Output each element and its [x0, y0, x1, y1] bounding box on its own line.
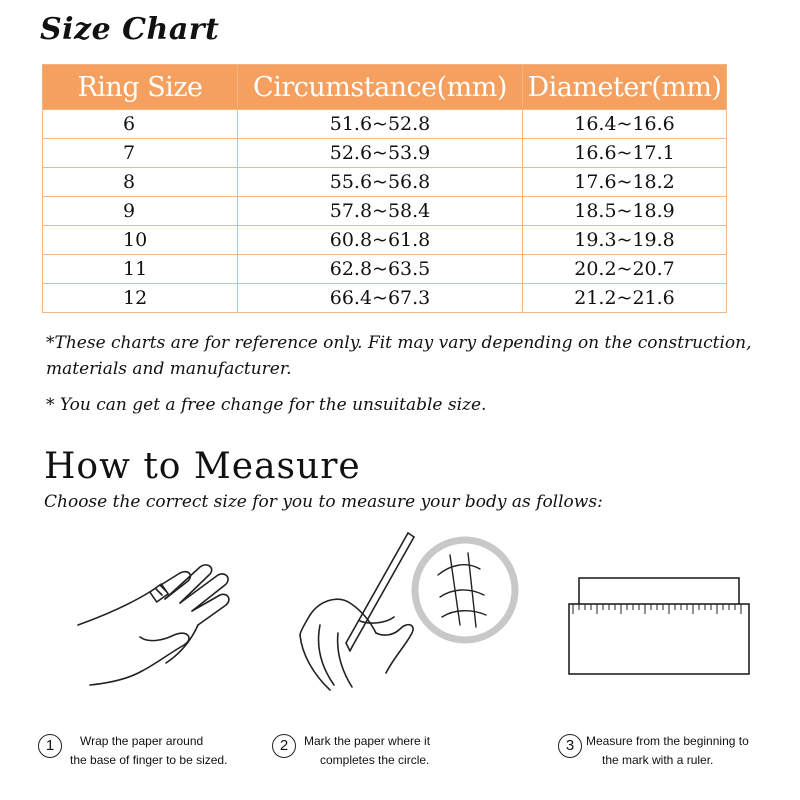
step-2-line1: Mark the paper where it [304, 734, 431, 748]
ring-size-cell: 10 [43, 226, 238, 255]
how-to-measure-title: How to Measure [44, 446, 361, 487]
how-to-subtitle: Choose the correct size for you to measure your body as follows: [44, 492, 603, 512]
ring-size-cell: 12 [43, 284, 238, 313]
ring-size-cell: 9 [43, 197, 238, 226]
table-row [43, 284, 727, 313]
ring-size-cell: 6 [43, 110, 238, 139]
circumference-cell: 60.8~61.8 [238, 226, 523, 255]
diameter-cell: 20.2~20.7 [523, 255, 727, 284]
diameter-cell: 17.6~18.2 [523, 168, 727, 197]
step-number-badge: 2 [272, 734, 296, 758]
table-row [43, 197, 727, 226]
table-row [43, 110, 727, 139]
diameter-cell: 19.3~19.8 [523, 226, 727, 255]
table-row [43, 139, 727, 168]
circumference-cell: 55.6~56.8 [238, 168, 523, 197]
step-1-text [70, 732, 227, 770]
table-row [43, 226, 727, 255]
circumference-cell: 66.4~67.3 [238, 284, 523, 313]
size-chart-table [42, 64, 727, 313]
diameter-cell: 16.4~16.6 [523, 110, 727, 139]
table-header-row [43, 65, 727, 110]
step-3-line1: Measure from the beginning to [586, 734, 749, 748]
header-diameter: Diameter(mm) [523, 65, 727, 110]
step-2-text [304, 732, 430, 770]
ring-size-cell: 8 [43, 168, 238, 197]
hand-wrap-paper-icon [70, 545, 250, 705]
circumference-cell: 57.8~58.4 [238, 197, 523, 226]
size-chart-title: Size Chart [40, 12, 220, 47]
table-row [43, 255, 727, 284]
step-3-text [586, 732, 749, 770]
header-circumference: Circumstance(mm) [238, 65, 523, 110]
reference-note: *These charts are for reference only. Fit may vary depending on the construction, materials and manufacturer. [46, 333, 752, 379]
circumference-cell: 62.8~63.5 [238, 255, 523, 284]
hand-mark-pen-icon [290, 525, 520, 700]
ring-size-cell: 7 [43, 139, 238, 168]
circumference-cell: 51.6~52.8 [238, 110, 523, 139]
diameter-cell: 18.5~18.9 [523, 197, 727, 226]
header-ring-size: Ring Size [43, 65, 238, 110]
step-1-line2: the base of finger to be sized. [70, 753, 228, 767]
ruler-icon [565, 570, 755, 680]
step-number-badge: 1 [38, 734, 62, 758]
step-number-badge: 3 [558, 734, 582, 758]
ring-size-cell: 11 [43, 255, 238, 284]
table-row [43, 168, 727, 197]
diameter-cell: 16.6~17.1 [523, 139, 727, 168]
diameter-cell: 21.2~21.6 [523, 284, 727, 313]
circumference-cell: 52.6~53.9 [238, 139, 523, 168]
free-change-note: * You can get a free change for the unsuitable size. [46, 395, 487, 415]
step-3-line2: the mark with a ruler. [602, 753, 714, 767]
step-1-line1: Wrap the paper around [80, 734, 204, 748]
step-2-line2: completes the circle. [320, 753, 430, 767]
